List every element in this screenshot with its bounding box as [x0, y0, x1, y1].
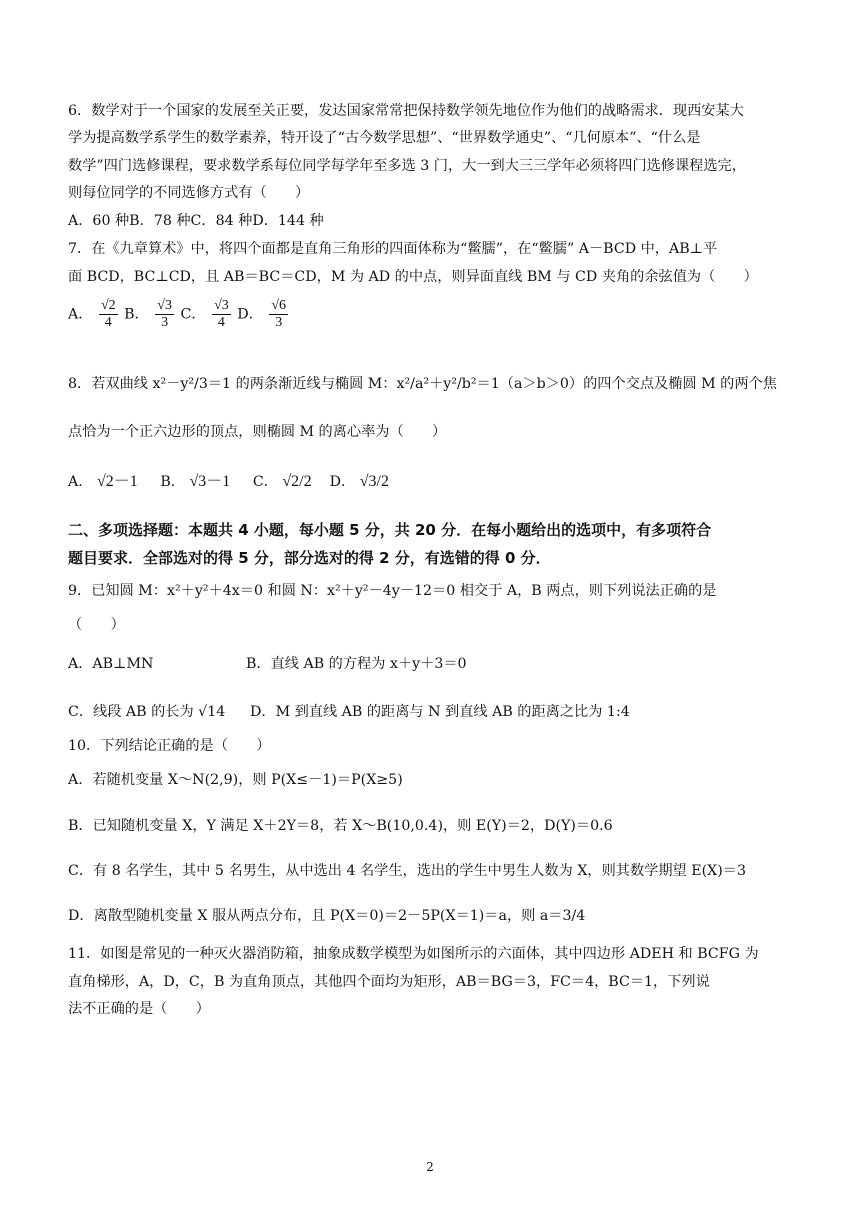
q9-option-c: C．线段 AB 的长为 √14 [68, 704, 226, 720]
page-number: 2 [426, 1160, 434, 1174]
q6-line3: 数学”四门选修课程，要求数学系每位同学每学年至多选 3 门，大一到大三三学年必须将四门选修课程选完， [68, 158, 746, 174]
q8-line1: 8．若双曲线 x²－y²/3＝1 的两条渐近线与椭圆 M：x²/a²＋y²/b²＝1（a＞b＞0）的四个交点及椭圆 M 的两个焦 [68, 376, 777, 392]
q7-label-b: B． [124, 306, 149, 323]
q9-option-a: A．AB⊥MN [68, 656, 154, 672]
q7-line2: 面 BCD，BC⊥CD，且 AB＝BC＝CD，M 为 AD 的中点，则异面直线 BM 与 CD 夹角的余弦值为（ ） [68, 269, 758, 285]
q11-line2: 直角梯形，A，D，C，B 为直角顶点，其他四个面均为矩形，AB＝BG＝3，FC＝4，BC＝1，下列说 [68, 974, 710, 990]
q7-option-b: $\frac{√3}{3}$ [157, 298, 172, 331]
q7-option-c: $\frac{√3}{4}$ [214, 298, 229, 331]
q7-options [68, 298, 290, 331]
q7-label-c: C． [180, 306, 206, 323]
q10-option-b: B．已知随机变量 X，Y 满足 X＋2Y＝8，若 X～B(10,0.4)，则 E(Y)＝2，D(Y)＝0.6 [68, 818, 613, 834]
q9-option-b: B．直线 AB 的方程为 x＋y＋3＝0 [246, 656, 467, 672]
q8-options [68, 468, 389, 491]
q8-option-c: √2/2 [282, 473, 312, 490]
q9-line1: 9．已知圆 M：x²＋y²＋4x＝0 和圆 N：x²＋y²－4y－12＝0 相交于 A，B 两点，则下列说法正确的是 [68, 583, 717, 599]
q7-option-a: $\frac{√2}{4}$ [100, 298, 116, 331]
q7-line1: 7．在《九章算术》中，将四个面都是直角三角形的四面体称为“鳖臑”，在“鳖臑” A－BCD 中，AB⊥平 [68, 241, 718, 257]
q9-option-d: D．M 到直线 AB 的距离与 N 到直线 AB 的距离之比为 1:4 [250, 704, 630, 720]
section2-heading-line2: 题目要求．全部选对的得 5 分，部分选对的得 2 分，有选错的得 0 分． [68, 549, 551, 567]
q11-line1: 11．如图是常见的一种灭火器消防箱，抽象成数学模型为如图所示的六面体，其中四边形 ADEH 和 BCFG 为 [68, 946, 759, 962]
q10-option-a: A．若随机变量 X～N(2,9)，则 P(X≤－1)＝P(X≥5) [68, 772, 403, 788]
q11-line3: 法不正确的是（ ） [68, 1001, 210, 1017]
q8-label-b: B． [160, 474, 185, 490]
q8-label-a: A． [68, 474, 93, 490]
q10-option-c: C．有 8 名学生，其中 5 名男生，从中选出 4 名学生，选出的学生中男生人数为 X，则其数学期望 E(X)＝3 [68, 863, 746, 879]
q8-line2: 点恰为一个正六边形的顶点，则椭圆 M 的离心率为（ ） [68, 424, 447, 440]
q10-option-d: D．离散型随机变量 X 服从两点分布，且 P(X＝0)＝2－5P(X＝1)＝a，则 a＝3/4 [68, 908, 586, 924]
section2-heading-line1: 二、多项选择题：本题共 4 小题，每小题 5 分，共 20 分．在每小题给出的选项中，有多项符合 [68, 521, 712, 539]
q9-line2: （ ） [68, 617, 125, 633]
q7-option-d: $\frac{√6}{3}$ [271, 298, 287, 331]
q6-line1: 6．数学对于一个国家的发展至关正要，发达国家常常把保持数学领先地位作为他们的战略需求．现西安某大 [68, 103, 744, 119]
q6-options: A．60 种B．78 种C．84 种D．144 种 [68, 213, 324, 229]
q8-option-b: √3－1 [189, 473, 231, 490]
q8-label-d: D． [329, 474, 356, 490]
q6-line2: 学为提高数学系学生的数学素养，特开设了“古今数学思想”、“世界数学通史”、“几何原本”、“什么是 [68, 130, 701, 146]
q8-option-d: √3/2 [359, 473, 389, 490]
q7-label-d: D． [237, 306, 263, 323]
q10-stem: 10．下列结论正确的是（ ） [68, 738, 271, 754]
q8-option-a: √2－1 [96, 473, 138, 490]
q7-label-a: A． [68, 306, 93, 323]
q8-label-c: C． [252, 474, 278, 490]
q6-line4: 则每位同学的不同选修方式有（ ） [68, 185, 310, 201]
